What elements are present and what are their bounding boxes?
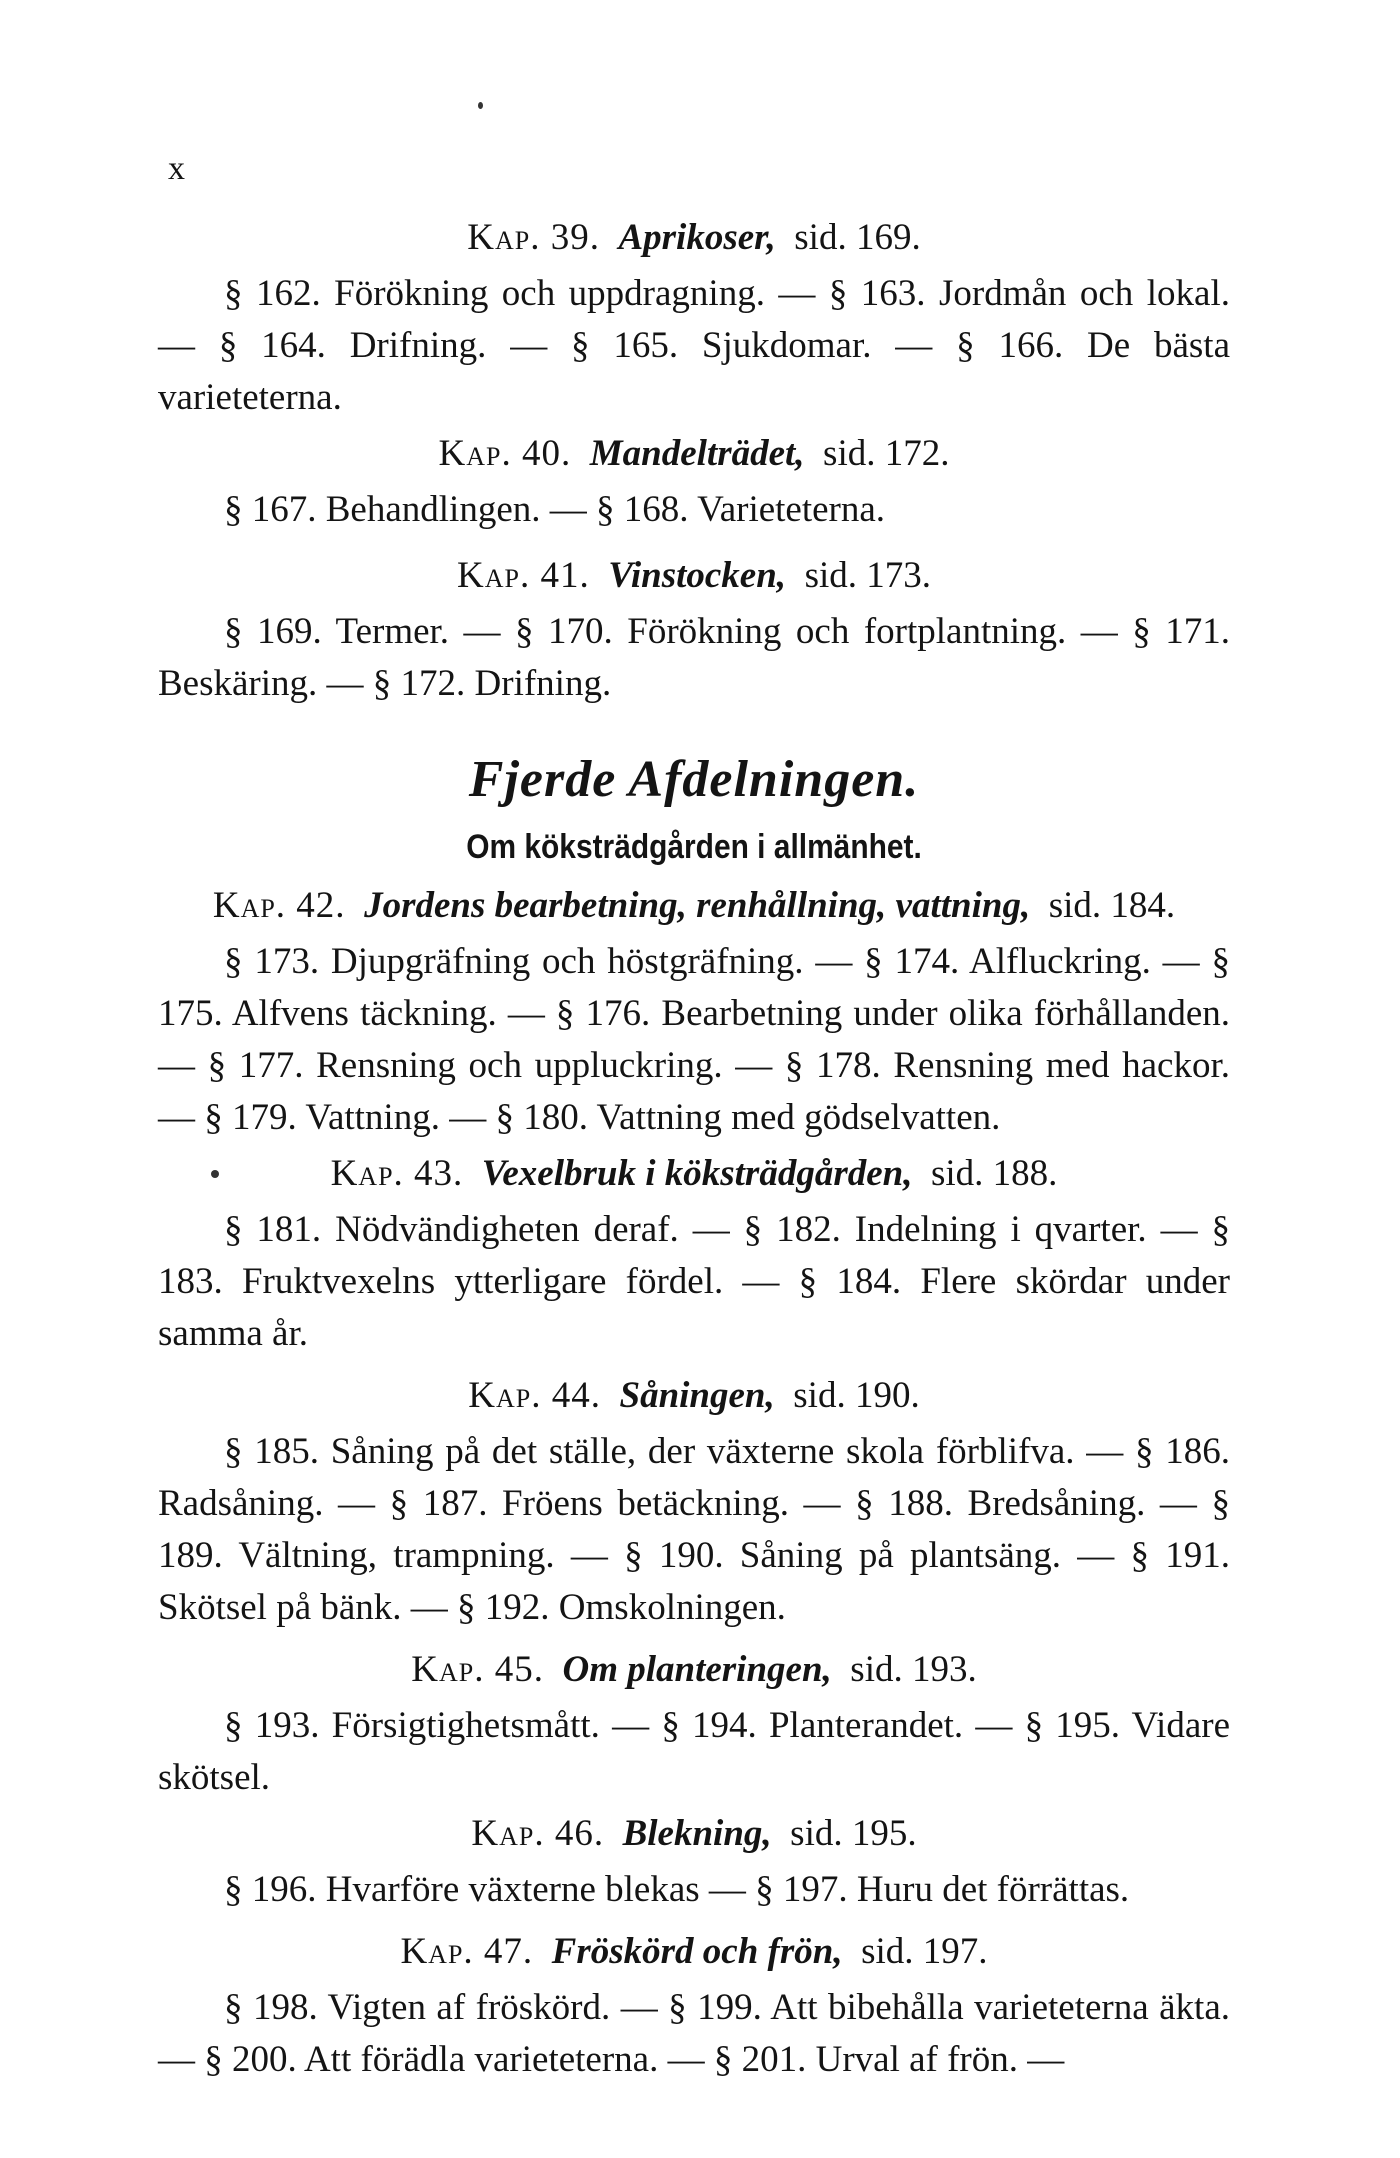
chapter-contents — [158, 268, 1230, 424]
chapter-heading-43 — [158, 1144, 1230, 1204]
chapter-heading-47 — [158, 1922, 1230, 1982]
chapter-label: Kap. 42. — [212, 885, 346, 926]
section-list: § 169. Termer. — § 170. Förökning och fortplantning. — § 171. Beskäring. — § 172. Drifning. — [158, 611, 1230, 704]
chapter-title: Blekning, — [622, 1813, 772, 1854]
chapter-heading-45 — [158, 1640, 1230, 1700]
part-heading: Fjerde Afdelningen. — [468, 751, 920, 808]
chapter-label: Kap. 46. — [471, 1813, 605, 1854]
chapter-heading-42 — [158, 876, 1230, 936]
chapter-label: Kap. 39. — [467, 217, 600, 258]
chapter-label: Kap. 41. — [456, 555, 590, 596]
chapter-contents — [158, 606, 1230, 710]
chapter-title: Om planteringen, — [562, 1649, 832, 1690]
section-list: § 198. Vigten af fröskörd. — § 199. Att bibehålla varieteterna äkta. — § 200. Att förädla varieteterna. — § 201. Urval af frön. — — [158, 1987, 1230, 2080]
chapter-heading-46 — [158, 1804, 1230, 1864]
chapter-heading-39 — [158, 208, 1230, 268]
chapter-title: Vinstocken, — [608, 555, 787, 596]
section-list: § 196. Hvarföre växterne blekas — § 197. Huru det förrättas. — [224, 1869, 1130, 1910]
chapter-page: sid. 188. — [930, 1153, 1058, 1194]
chapter-title: Såningen, — [619, 1375, 775, 1416]
ink-speck — [478, 102, 483, 109]
chapter-contents — [158, 1700, 1230, 1804]
section-list: § 162. Förökning och uppdragning. — § 163. Jordmån och lokal. — § 164. Drifning. — § 165. Sjukdomar. — § 166. De bästa varieteterna. — [158, 273, 1230, 418]
chapter-label: Kap. 47. — [400, 1931, 534, 1972]
chapter-page: sid. 172. — [823, 433, 950, 474]
chapter-page: sid. 195. — [790, 1813, 917, 1854]
chapter-title: Aprikoser, — [618, 217, 776, 258]
chapter-page: sid. 190. — [793, 1375, 920, 1416]
section-list: § 173. Djupgräfning och höstgräfning. — § 174. Alfluckring. — § 175. Alfvens täckning. — § 176. Bearbetning under olika förhållanden. — § 177. Rensning och uppluckring. — § 178. Rensning med hackor. — § 179. Vattning. — § 180. Vattning med gödselvatten. — [158, 941, 1230, 1138]
chapter-contents — [158, 1864, 1230, 1916]
chapter-contents — [158, 1982, 1230, 2086]
chapter-heading-44 — [158, 1366, 1230, 1426]
table-of-contents — [158, 208, 1230, 2086]
chapter-page: sid. 173. — [804, 555, 931, 596]
chapter-page: sid. 169. — [794, 217, 921, 258]
chapter-label: Kap. 40. — [438, 433, 572, 474]
chapter-contents — [158, 1426, 1230, 1634]
section-list: § 185. Såning på det ställe, der växterne skola förblifva. — § 186. Radsåning. — § 187. Fröens betäckning. — § 188. Bredsåning. — § 189. Vältning, trampning. — § 190. Såning på plantsäng. — § 191. Skötsel på bänk. — § 192. Omskolningen. — [158, 1431, 1230, 1628]
page-number: x — [168, 150, 185, 187]
chapter-label: Kap. 45. — [411, 1649, 544, 1690]
chapter-heading-40 — [158, 424, 1230, 484]
chapter-title: Mandelträdet, — [589, 433, 805, 474]
chapter-contents — [158, 936, 1230, 1144]
chapter-contents — [158, 484, 1230, 536]
chapter-heading-41 — [158, 546, 1230, 606]
chapter-page: sid. 197. — [861, 1931, 988, 1972]
chapter-title: Vexelbruk i köksträdgården, — [481, 1153, 913, 1194]
chapter-title: Jordens bearbetning, renhållning, vattning, — [364, 885, 1031, 926]
chapter-title: Fröskörd och frön, — [551, 1931, 843, 1972]
chapter-page: sid. 184. — [1048, 885, 1176, 926]
part-subheading: Om köksträdgården i allmänhet. — [466, 828, 922, 866]
chapter-contents — [158, 1204, 1230, 1360]
chapter-label: Kap. 44. — [468, 1375, 601, 1416]
chapter-page: sid. 193. — [850, 1649, 977, 1690]
chapter-label: Kap. 43. — [330, 1153, 464, 1194]
section-list: § 193. Försigtighetsmått. — § 194. Planterandet. — § 195. Vidare skötsel. — [158, 1705, 1230, 1798]
section-list: § 167. Behandlingen. — § 168. Varieteterna. — [224, 489, 886, 530]
section-list: § 181. Nödvändigheten deraf. — § 182. Indelning i qvarter. — § 183. Fruktvexelns ytterligare fördel. — § 184. Flere skördar under samma år. — [158, 1209, 1230, 1354]
